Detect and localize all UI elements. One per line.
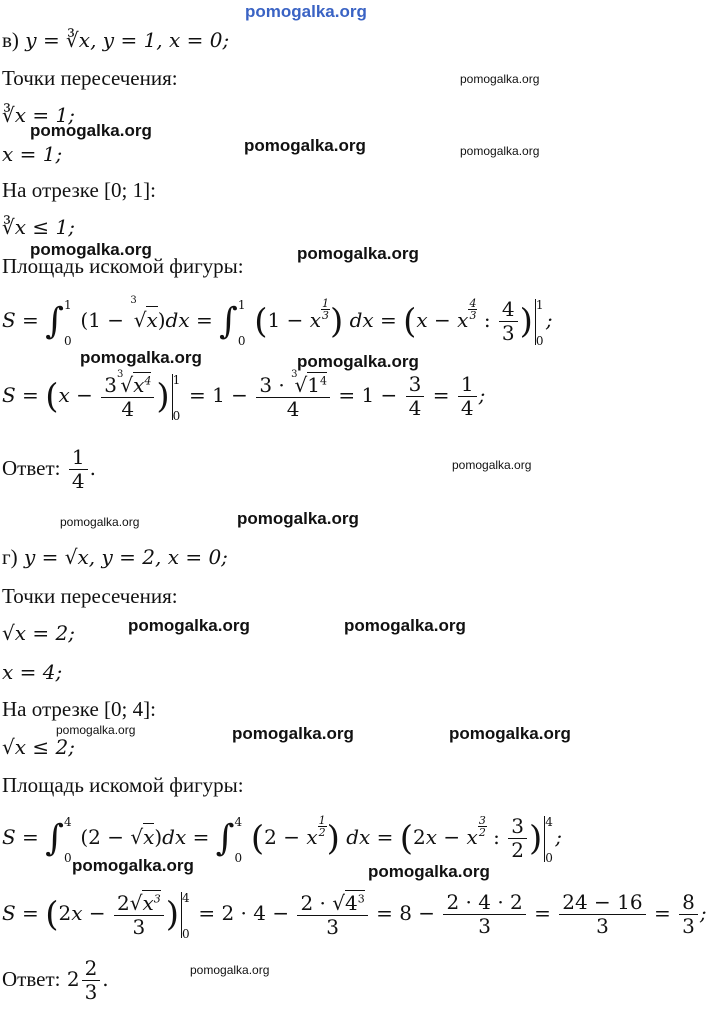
watermark: pomogalka.org xyxy=(297,352,419,371)
inequality: ∛x ≤ 1; xyxy=(2,215,75,239)
equation: x = 4; xyxy=(2,660,63,684)
part-marker: г) xyxy=(2,545,18,569)
answer-denominator: 3 xyxy=(84,980,98,1004)
watermark: pomogalka.org xyxy=(232,724,354,743)
watermark: pomogalka.org xyxy=(190,963,270,977)
watermark: pomogalka.org xyxy=(449,724,571,743)
answer-whole: 2 xyxy=(66,967,80,991)
intersections-label: Точки пересечения: xyxy=(2,584,178,608)
watermark: pomogalka.org xyxy=(80,348,202,367)
area-label: Площадь искомой фигуры: xyxy=(2,773,244,797)
watermark: pomogalka.org xyxy=(128,616,250,635)
part-marker: в) xyxy=(2,28,19,52)
watermark: pomogalka.org xyxy=(452,458,532,472)
equation: √x = 2; xyxy=(2,621,75,645)
part-g-problem xyxy=(2,545,228,570)
answer-label: Ответ: xyxy=(2,967,61,991)
watermark: pomogalka.org xyxy=(244,136,366,155)
watermark: pomogalka.org xyxy=(368,862,490,881)
evaluation-expression: S = (2x − $\frac{2√x^3}{3}$ ) 4 0 = 2 · 4 − $\frac{2 \cdot √4^3}{3}$ = 8 − $\frac{2 \cdot 4 \cdot 2}{3}$ = $\frac{24 - 16}{3}$ = $\frac{8}{3}$ ; xyxy=(2,890,707,941)
evaluation-expression: S = (x − $\frac{3^3√x^4}{4}$ ) 1 0 = 1 − $\frac{3 \cdot ^3√1^4}{4}$ = 1 − $\frac{3}{4}$ = $\frac{1}{4}$ ; xyxy=(2,369,486,423)
watermark: pomogalka.org xyxy=(297,244,419,263)
answer-numerator: 1 xyxy=(69,446,88,470)
integral-expression: S = ∫ 4 0 (2 − √x)dx = ∫ 4 0 (2 − x $\frac{1}{2}$ ) dx = (2x − x $\frac{3}{2}$ : $\frac{3}{2}$ ) 4 0 ; xyxy=(2,814,563,865)
watermark: pomogalka.org xyxy=(30,240,152,259)
watermark-top: pomogalka.org xyxy=(245,2,367,21)
problem-statement: y = ∛x, y = 1, x = 0; xyxy=(25,28,230,52)
segment-label: На отрезке [0; 4]: xyxy=(2,697,156,721)
part-v-problem xyxy=(2,28,229,53)
segment-label: На отрезке [0; 1]: xyxy=(2,178,156,202)
answer: Ответ: $\frac{1}{4}$ . xyxy=(2,445,96,493)
watermark: pomogalka.org xyxy=(237,509,359,528)
watermark: pomogalka.org xyxy=(460,144,540,158)
answer-denominator: 4 xyxy=(71,469,85,493)
watermark: pomogalka.org xyxy=(344,616,466,635)
inequality: √x ≤ 2; xyxy=(2,735,75,759)
answer-label: Ответ: xyxy=(2,456,61,480)
answer-numerator: 2 xyxy=(82,957,101,981)
watermark: pomogalka.org xyxy=(56,723,136,737)
equation: x = 1; xyxy=(2,142,63,166)
watermark: pomogalka.org xyxy=(60,515,140,529)
problem-statement: y = √x, y = 2, x = 0; xyxy=(23,545,228,569)
watermark: pomogalka.org xyxy=(72,856,194,875)
equation: ∛x = 1; xyxy=(2,103,75,127)
intersections-label: Точки пересечения: xyxy=(2,66,178,90)
watermark: pomogalka.org xyxy=(460,72,540,86)
watermark: pomogalka.org xyxy=(30,121,152,140)
answer: Ответ: 2 $\frac{2}{3}$ . xyxy=(2,956,109,1004)
area-label: Площадь искомой фигуры: xyxy=(2,254,244,278)
integral-expression: S = ∫ 1 0 (1 − $^3$√x)dx = ∫ 1 0 (1 − x $\frac{1}{3}$ ) dx = (x − x $\frac{4}{3}$ : $\frac{4}{3}$ ) 1 0 ; xyxy=(2,295,553,348)
